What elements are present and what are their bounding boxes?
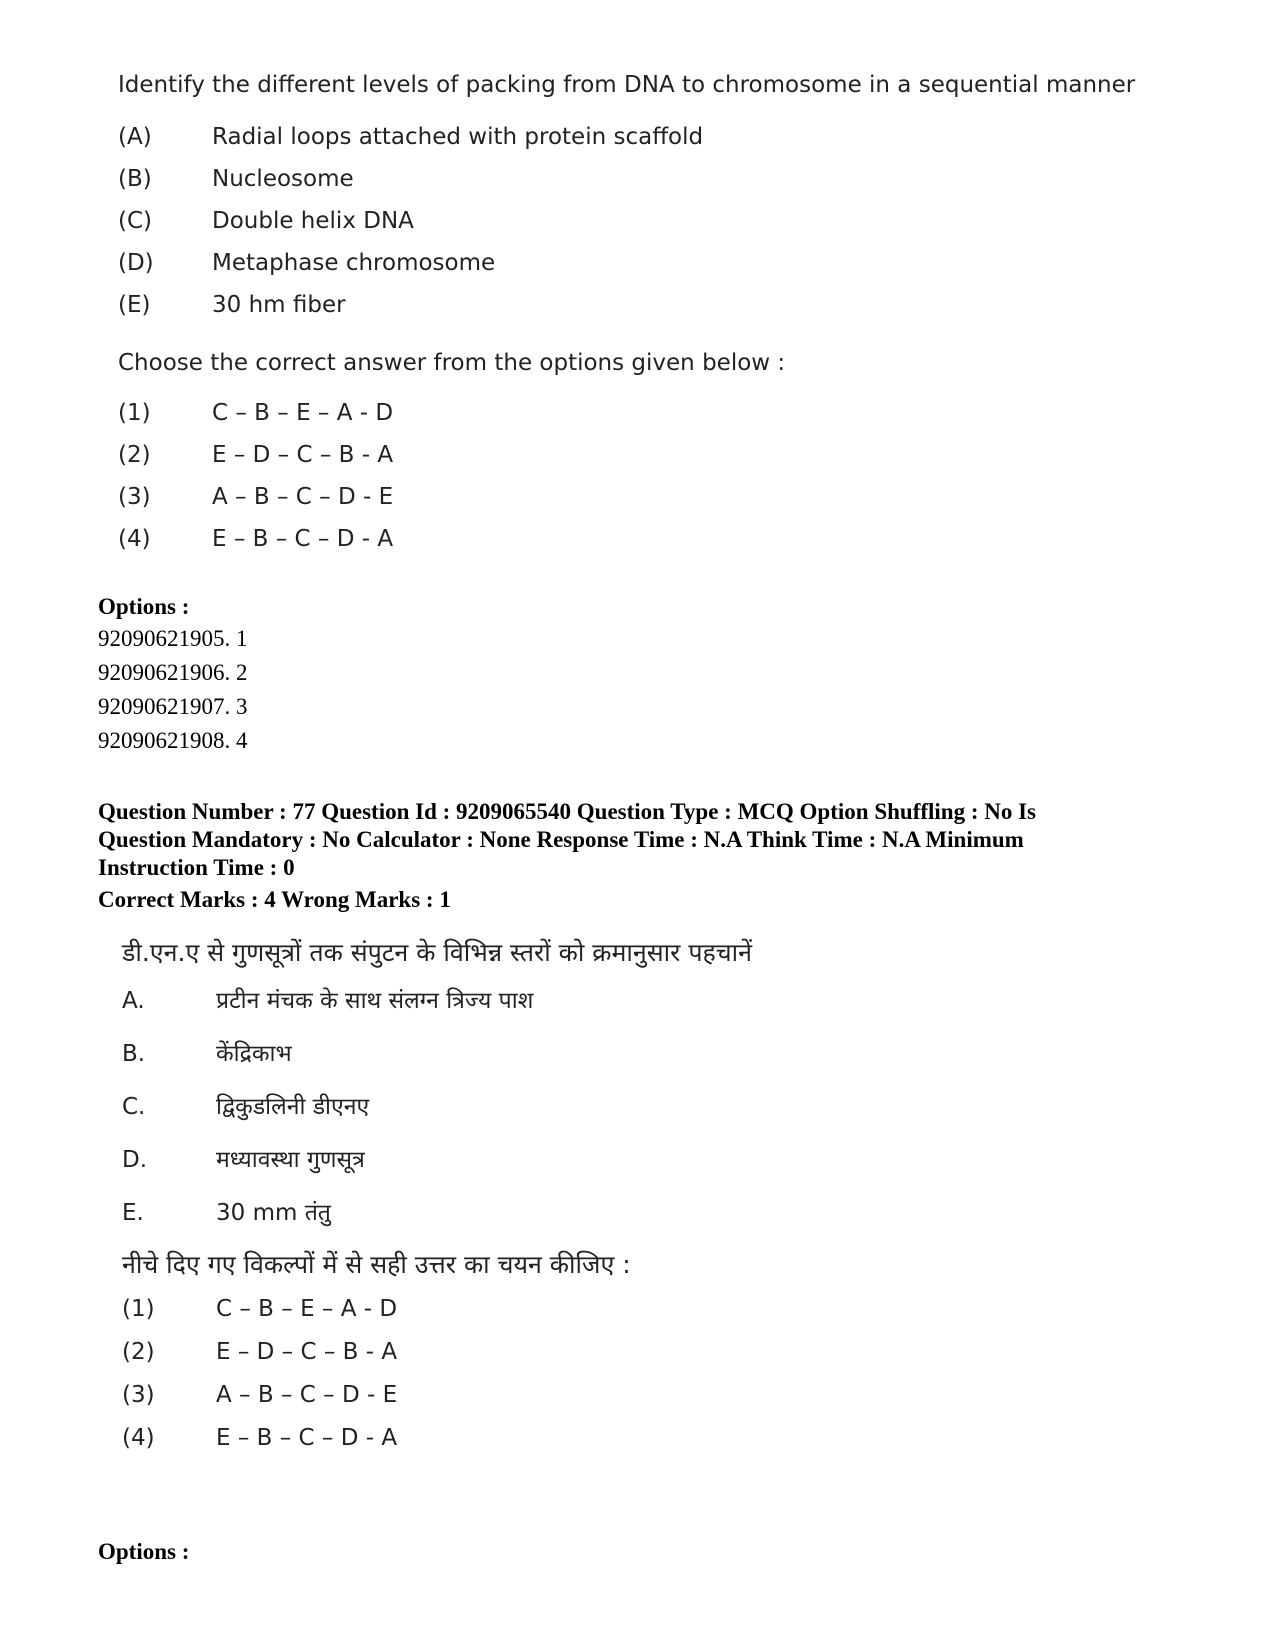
metadata-line: Instruction Time : 0 <box>98 855 295 880</box>
item-label: B. <box>122 1041 146 1067</box>
metadata-line: Question Mandatory : No Calculator : None Response Time : N.A Think Time : N.A Minimum <box>98 827 1024 852</box>
question-prompt: डी.एन.ए से गुणसूत्रों तक संपुटन के विभिन्न स्तरों को क्रमानुसार पहचानें <box>122 938 753 967</box>
item-text: Double helix DNA <box>212 208 414 234</box>
item-label: C. <box>122 1094 146 1120</box>
options-block <box>98 592 248 758</box>
list-item <box>118 440 1135 482</box>
question-prompt: Identify the different levels of packing from DNA to chromosome in a sequential manner <box>118 72 1136 98</box>
answer-label: (1) <box>122 1296 155 1322</box>
answer-label: (3) <box>122 1382 155 1408</box>
options-heading: Options : <box>98 594 190 619</box>
list-item <box>122 1092 752 1145</box>
item-text: प्रटीन मंचक के साथ संलग्न त्रिज्य पाश <box>216 988 534 1014</box>
option-line: 92090621908. 4 <box>98 728 248 753</box>
answer-text: A – B – C – D - E <box>216 1382 398 1408</box>
list-item <box>122 1039 752 1092</box>
answer-label: (3) <box>118 484 151 510</box>
item-text: Radial loops attached with protein scaffold <box>212 124 704 150</box>
question-hindi <box>122 938 752 1466</box>
answer-text: E – B – C – D - A <box>212 526 394 552</box>
answer-label: (4) <box>118 526 151 552</box>
list-item <box>118 164 1135 206</box>
list-item <box>122 1423 752 1466</box>
item-label: (B) <box>118 166 152 192</box>
item-label: D. <box>122 1147 148 1173</box>
item-text: 30 hm fiber <box>212 292 346 318</box>
list-item <box>118 206 1135 248</box>
marks-line: Correct Marks : 4 Wrong Marks : 1 <box>98 887 451 912</box>
list-item <box>122 1198 752 1248</box>
options-block <box>98 1538 189 1566</box>
item-text: Nucleosome <box>212 166 354 192</box>
item-label: E. <box>122 1200 144 1226</box>
answer-label: (4) <box>122 1425 155 1451</box>
question-items <box>122 986 752 1248</box>
list-item <box>122 1380 752 1423</box>
list-item <box>118 122 1135 164</box>
answer-text: E – B – C – D - A <box>216 1425 398 1451</box>
list-item <box>118 248 1135 290</box>
answer-label: (2) <box>118 442 151 468</box>
item-text: 30 mm तंतु <box>216 1200 331 1226</box>
question-english <box>118 70 1135 566</box>
options-heading: Options : <box>98 1539 190 1564</box>
answer-choices <box>122 1294 752 1466</box>
item-text: केंद्रिकाभ <box>216 1041 292 1067</box>
option-line: 92090621905. 1 <box>98 626 248 651</box>
item-label: (A) <box>118 124 152 150</box>
list-item <box>122 986 752 1039</box>
question-metadata <box>98 798 1036 914</box>
list-item <box>118 482 1135 524</box>
choose-instruction: नीचे दिए गए विकल्पों में से सही उत्तर का चयन कीजिए : <box>122 1250 631 1279</box>
item-label: A. <box>122 988 145 1014</box>
item-text: Metaphase chromosome <box>212 250 496 276</box>
answer-choices <box>118 398 1135 566</box>
list-item <box>122 1145 752 1198</box>
answer-text: A – B – C – D - E <box>212 484 394 510</box>
list-item <box>118 398 1135 440</box>
list-item <box>122 1337 752 1380</box>
item-label: (E) <box>118 292 151 318</box>
question-items <box>118 122 1135 332</box>
choose-instruction: Choose the correct answer from the options given below : <box>118 350 786 376</box>
list-item <box>122 1294 752 1337</box>
option-line: 92090621907. 3 <box>98 694 248 719</box>
item-label: (D) <box>118 250 154 276</box>
option-line: 92090621906. 2 <box>98 660 248 685</box>
answer-label: (2) <box>122 1339 155 1365</box>
item-label: (C) <box>118 208 153 234</box>
answer-text: E – D – C – B - A <box>216 1339 398 1365</box>
answer-label: (1) <box>118 400 151 426</box>
answer-text: C – B – E – A - D <box>216 1296 398 1322</box>
list-item <box>118 524 1135 566</box>
item-text: मध्यावस्था गुणसूत्र <box>216 1147 365 1173</box>
answer-text: C – B – E – A - D <box>212 400 394 426</box>
list-item <box>118 290 1135 332</box>
item-text: द्विकुडलिनी डीएनए <box>216 1094 370 1120</box>
answer-text: E – D – C – B - A <box>212 442 394 468</box>
metadata-line: Question Number : 77 Question Id : 9209065540 Question Type : MCQ Option Shuffling : No Is <box>98 799 1037 824</box>
